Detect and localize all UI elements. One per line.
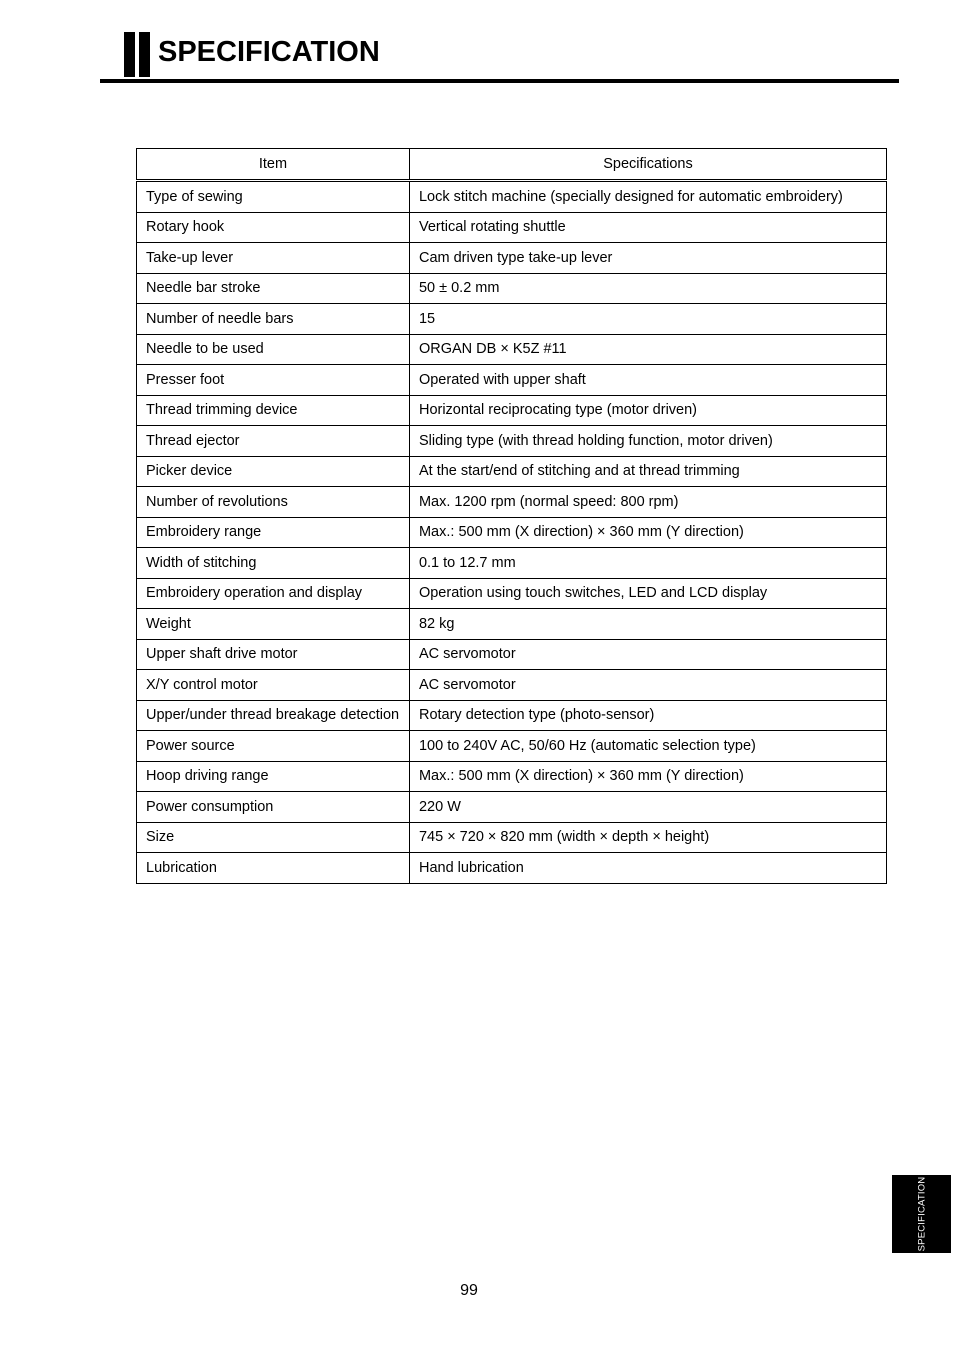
table-row: [137, 609, 887, 640]
spec-cell: Lock stitch machine (specially designed for automatic embroidery): [409, 181, 886, 213]
item-cell: Number of needle bars: [137, 304, 410, 335]
table-row: [137, 334, 887, 365]
section-marker-bars: [124, 32, 150, 77]
spec-cell: ORGAN DB × K5Z #11: [409, 334, 886, 365]
spec-cell: AC servomotor: [409, 639, 886, 670]
spec-cell: 220 W: [409, 792, 886, 823]
item-cell: Picker device: [137, 456, 410, 487]
item-cell: Take-up lever: [137, 243, 410, 274]
item-cell: Upper/under thread breakage detection: [137, 700, 410, 731]
table-row: [137, 670, 887, 701]
item-cell: Thread ejector: [137, 426, 410, 457]
spec-cell: Rotary detection type (photo-sensor): [409, 700, 886, 731]
page-number: 99: [460, 1282, 478, 1299]
item-cell: Presser foot: [137, 365, 410, 396]
section-marker-bar: [124, 32, 135, 77]
spec-cell: At the start/end of stitching and at thread trimming: [409, 456, 886, 487]
item-cell: Number of revolutions: [137, 487, 410, 518]
table-row: [137, 548, 887, 579]
spec-cell: 100 to 240V AC, 50/60 Hz (automatic selection type): [409, 731, 886, 762]
table-row: [137, 395, 887, 426]
spec-cell: 82 kg: [409, 609, 886, 640]
table-row: [137, 487, 887, 518]
table-row: [137, 700, 887, 731]
item-cell: Hoop driving range: [137, 761, 410, 792]
spec-cell: Max.: 500 mm (X direction) × 360 mm (Y direction): [409, 517, 886, 548]
table-row: [137, 761, 887, 792]
section-marker-bar: [139, 32, 150, 77]
spec-cell: Vertical rotating shuttle: [409, 212, 886, 243]
table-body: [137, 181, 887, 884]
spec-cell: 745 × 720 × 820 mm (width × depth × height): [409, 822, 886, 853]
table-row: [137, 578, 887, 609]
column-header-item: Item: [137, 149, 410, 181]
item-cell: Type of sewing: [137, 181, 410, 213]
item-cell: Power source: [137, 731, 410, 762]
spec-cell: Operation using touch switches, LED and LCD display: [409, 578, 886, 609]
spec-cell: 0.1 to 12.7 mm: [409, 548, 886, 579]
table-row: [137, 853, 887, 884]
spec-cell: Max.: 500 mm (X direction) × 360 mm (Y direction): [409, 761, 886, 792]
item-cell: Size: [137, 822, 410, 853]
table-row: [137, 243, 887, 274]
section-side-tab: [892, 1175, 951, 1253]
spec-cell: Hand lubrication: [409, 853, 886, 884]
item-cell: Width of stitching: [137, 548, 410, 579]
side-tab-label: SPECIFICATION: [916, 1176, 927, 1252]
item-cell: Weight: [137, 609, 410, 640]
item-cell: Thread trimming device: [137, 395, 410, 426]
table-row: [137, 365, 887, 396]
table-row: [137, 731, 887, 762]
title-underline: [100, 79, 899, 83]
item-cell: Power consumption: [137, 792, 410, 823]
spec-cell: Horizontal reciprocating type (motor driven): [409, 395, 886, 426]
table-row: [137, 792, 887, 823]
item-cell: Embroidery operation and display: [137, 578, 410, 609]
specification-table: [136, 148, 887, 884]
item-cell: X/Y control motor: [137, 670, 410, 701]
table-row: [137, 426, 887, 457]
spec-cell: 15: [409, 304, 886, 335]
spec-cell: 50 ± 0.2 mm: [409, 273, 886, 304]
item-cell: Needle to be used: [137, 334, 410, 365]
table-row: [137, 304, 887, 335]
table-row: [137, 456, 887, 487]
table-row: [137, 517, 887, 548]
page-title: SPECIFICATION: [158, 36, 380, 68]
table-row: [137, 273, 887, 304]
spec-cell: Sliding type (with thread holding function, motor driven): [409, 426, 886, 457]
item-cell: Embroidery range: [137, 517, 410, 548]
item-cell: Lubrication: [137, 853, 410, 884]
table-row: [137, 212, 887, 243]
column-header-specifications: Specifications: [409, 149, 886, 181]
table-row: [137, 822, 887, 853]
spec-cell: Max. 1200 rpm (normal speed: 800 rpm): [409, 487, 886, 518]
spec-cell: AC servomotor: [409, 670, 886, 701]
table-header-row: [137, 149, 887, 181]
spec-cell: Operated with upper shaft: [409, 365, 886, 396]
spec-cell: Cam driven type take-up lever: [409, 243, 886, 274]
item-cell: Upper shaft drive motor: [137, 639, 410, 670]
item-cell: Rotary hook: [137, 212, 410, 243]
table-row: [137, 639, 887, 670]
item-cell: Needle bar stroke: [137, 273, 410, 304]
table-row: [137, 181, 887, 213]
